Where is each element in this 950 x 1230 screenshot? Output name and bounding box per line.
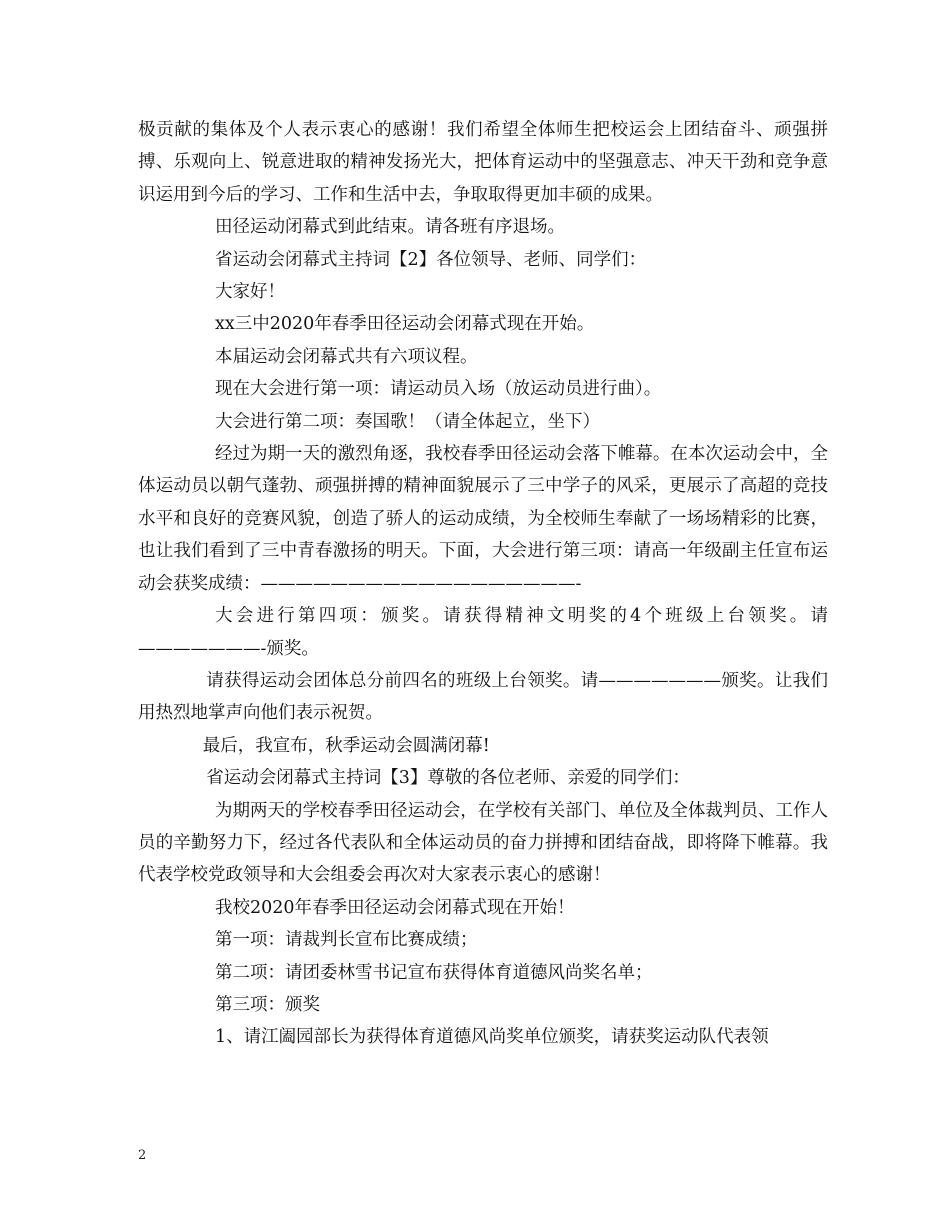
paragraph-4: 大家好！ (215, 282, 285, 303)
paragraph-1: 极贡献的集体及个人表示衷心的感谢！我们希望全体师生把校运会上团结奋斗、顽强拼搏、乐观向上、锐意进取的精神发扬光大，把体育运动中的坚强意志、冲天干劲和竞争意识运用到今后的学习、工作和生活中去，争取取得更加丰硕的成果。 (138, 120, 828, 205)
paragraph-3: 省运动会闭幕式主持词【2】各位领导、老师、同学们： (215, 249, 647, 270)
page-number: 2 (138, 1148, 147, 1163)
paragraph-2: 田径运动闭幕式到此结束。请各班有序退场。 (215, 217, 565, 238)
paragraph-13: 省运动会闭幕式主持词【3】尊敬的各位老师、亲爱的同学们： (206, 768, 690, 789)
document-body (138, 114, 828, 1054)
paragraph-19: 1、请江阖园部长为获得体育道德风尚奖单位颁奖，请获奖运动队代表领 (215, 1027, 769, 1048)
paragraph-9: 经过为期一天的激烈角逐，我校春季田径运动会落下帷幕。在本次运动会中，全体运动员以朝气蓬勃、顽强拼搏的精神面貌展示了三中学子的风采，更展示了高超的竞技水平和良好的竞赛风貌，创造了骄人的运动成绩，为全校师生奉献了一场场精彩的比赛，也让我们看到了三中青春激扬的明天。下面，大会进行第三项：请高一年级副主任宣布运动会获奖成绩：——————————————————- (138, 444, 828, 594)
paragraph-17: 第二项：请团委林雪书记宣布获得体育道德风尚奖名单； (215, 962, 653, 983)
paragraph-11: 请获得运动会团体总分前四名的班级上台领奖。请———————颁奖。让我们用热烈地掌声向他们表示祝贺。 (138, 670, 828, 724)
paragraph-5: xx三中2020年春季田径运动会闭幕式现在开始。 (215, 314, 595, 335)
paragraph-10: 大会进行第四项：颁奖。请获得精神文明奖的4个班级上台领奖。请———————-颁奖。 (138, 606, 828, 659)
paragraph-18: 第三项：颁奖 (215, 994, 320, 1015)
paragraph-6: 本届运动会闭幕式共有六项议程。 (215, 346, 478, 367)
paragraph-14: 为期两天的学校春季田径运动会，在学校有关部门、单位及全体裁判员、工作人员的辛勤努力下，经过各代表队和全体运动员的奋力拼搏和团结奋战，即将降下帷幕。我代表学校党政领导和大会组委会再次对大家表示衷心的感谢！ (138, 800, 828, 886)
paragraph-7: 现在大会进行第一项：请运动员入场（放运动员进行曲）。 (215, 379, 662, 400)
paragraph-8: 大会进行第二项：奏国歌！（请全体起立，坐下） (215, 411, 600, 432)
paragraph-16: 第一项：请裁判长宣布比赛成绩； (215, 930, 478, 951)
paragraph-15: 我校2020年春季田径运动会闭幕式现在开始！ (215, 897, 575, 918)
paragraph-12: 最后，我宣布，秋季运动会圆满闭幕! (202, 735, 490, 756)
